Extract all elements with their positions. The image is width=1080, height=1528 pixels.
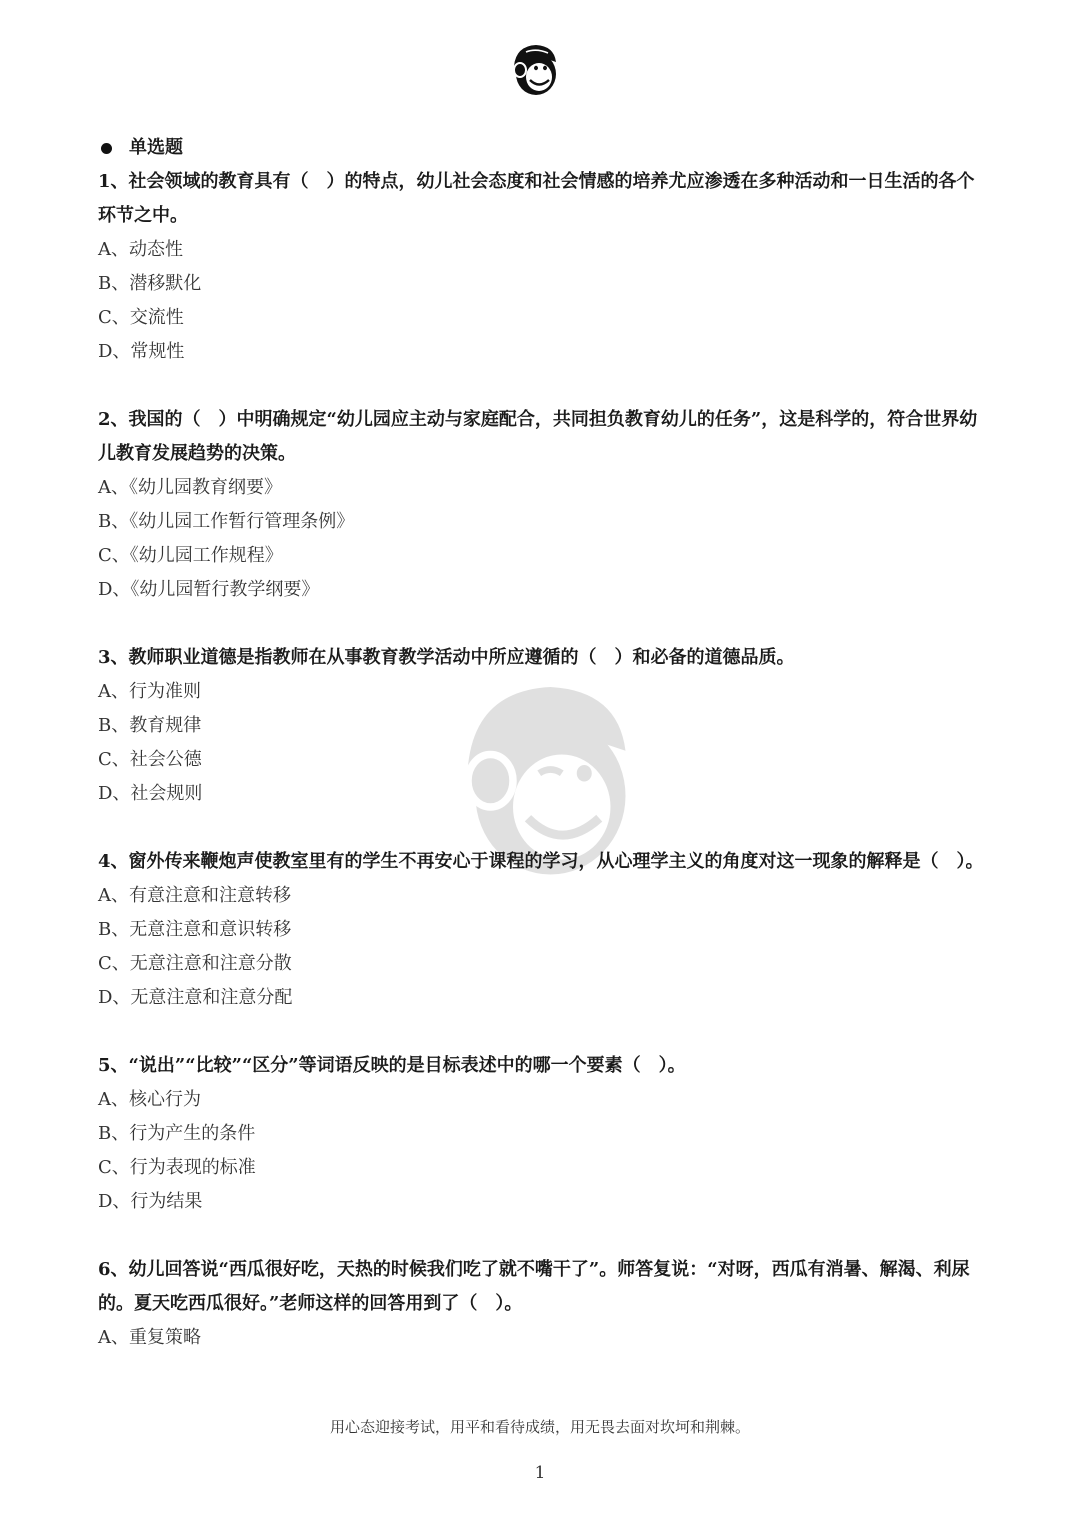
bullet-icon <box>101 143 112 154</box>
option-c: C、交流性 <box>98 307 184 328</box>
option-b: B、行为产生的条件 <box>98 1123 256 1144</box>
option-a: A、核心行为 <box>98 1089 201 1110</box>
section-title: 单选题 <box>129 137 183 158</box>
question-6 <box>98 1253 988 1355</box>
option-a: A、重复策略 <box>98 1327 201 1348</box>
footer-motto: 用心态迎接考试，用平和看待成绩，用无畏去面对坎坷和荆棘。 <box>329 1418 750 1436</box>
option-a: A、有意注意和注意转移 <box>98 885 291 906</box>
option-a: A、动态性 <box>98 239 183 260</box>
option-b: B、无意注意和意识转移 <box>98 919 292 940</box>
option-b: B、潜移默化 <box>98 273 202 294</box>
option-c: C、《幼儿园工作规程》 <box>98 545 283 566</box>
monkey-logo-icon <box>506 40 562 98</box>
page-number: 1 <box>534 1463 546 1483</box>
question-2 <box>98 403 988 607</box>
question-4 <box>98 845 988 1015</box>
question-stem: 3、教师职业道德是指教师在从事教育教学活动中所应遵循的（ ）和必备的道德品质。 <box>98 647 795 668</box>
option-b: B、教育规律 <box>98 715 202 736</box>
option-d: D、常规性 <box>98 341 185 362</box>
option-b: B、《幼儿园工作暂行管理条例》 <box>98 511 355 532</box>
option-c: C、社会公德 <box>98 749 202 770</box>
option-a: A、行为准则 <box>98 681 201 702</box>
question-stem: 4、窗外传来鞭炮声使教室里有的学生不再安心于课程的学习，从心理学主义的角度对这一现象的解释是（ ）。 <box>98 851 984 872</box>
question-stem: 5、“说出”“比较”“区分”等词语反映的是目标表述中的哪一个要素（ ）。 <box>98 1055 686 1076</box>
question-5 <box>98 1049 988 1219</box>
question-stem: 2、我国的（ ）中明确规定“幼儿园应主动与家庭配合，共同担负教育幼儿的任务”，这是科学的，符合世界幼儿教育发展趋势的决策。 <box>98 409 978 464</box>
section-header <box>98 131 988 165</box>
option-a: A、《幼儿园教育纲要》 <box>98 477 282 498</box>
option-d: D、无意注意和注意分配 <box>98 987 293 1008</box>
option-d: D、《幼儿园暂行教学纲要》 <box>98 579 320 600</box>
option-d: D、社会规则 <box>98 783 203 804</box>
option-d: D、行为结果 <box>98 1191 203 1212</box>
option-c: C、无意注意和注意分散 <box>98 953 292 974</box>
question-list <box>98 131 988 1355</box>
option-c: C、行为表现的标准 <box>98 1157 256 1178</box>
question-stem: 1、社会领域的教育具有（ ）的特点，幼儿社会态度和社会情感的培养尤应渗透在多种活动和一日生活的各个环节之中。 <box>98 171 975 226</box>
question-1 <box>98 165 988 369</box>
question-stem: 6、幼儿回答说“西瓜很好吃，天热的时候我们吃了就不嘴干了”。师答复说：“对呀，西瓜有消暑、解渴、利尿的。夏天吃西瓜很好。”老师这样的回答用到了（ ）。 <box>98 1259 970 1314</box>
question-3 <box>98 641 988 811</box>
